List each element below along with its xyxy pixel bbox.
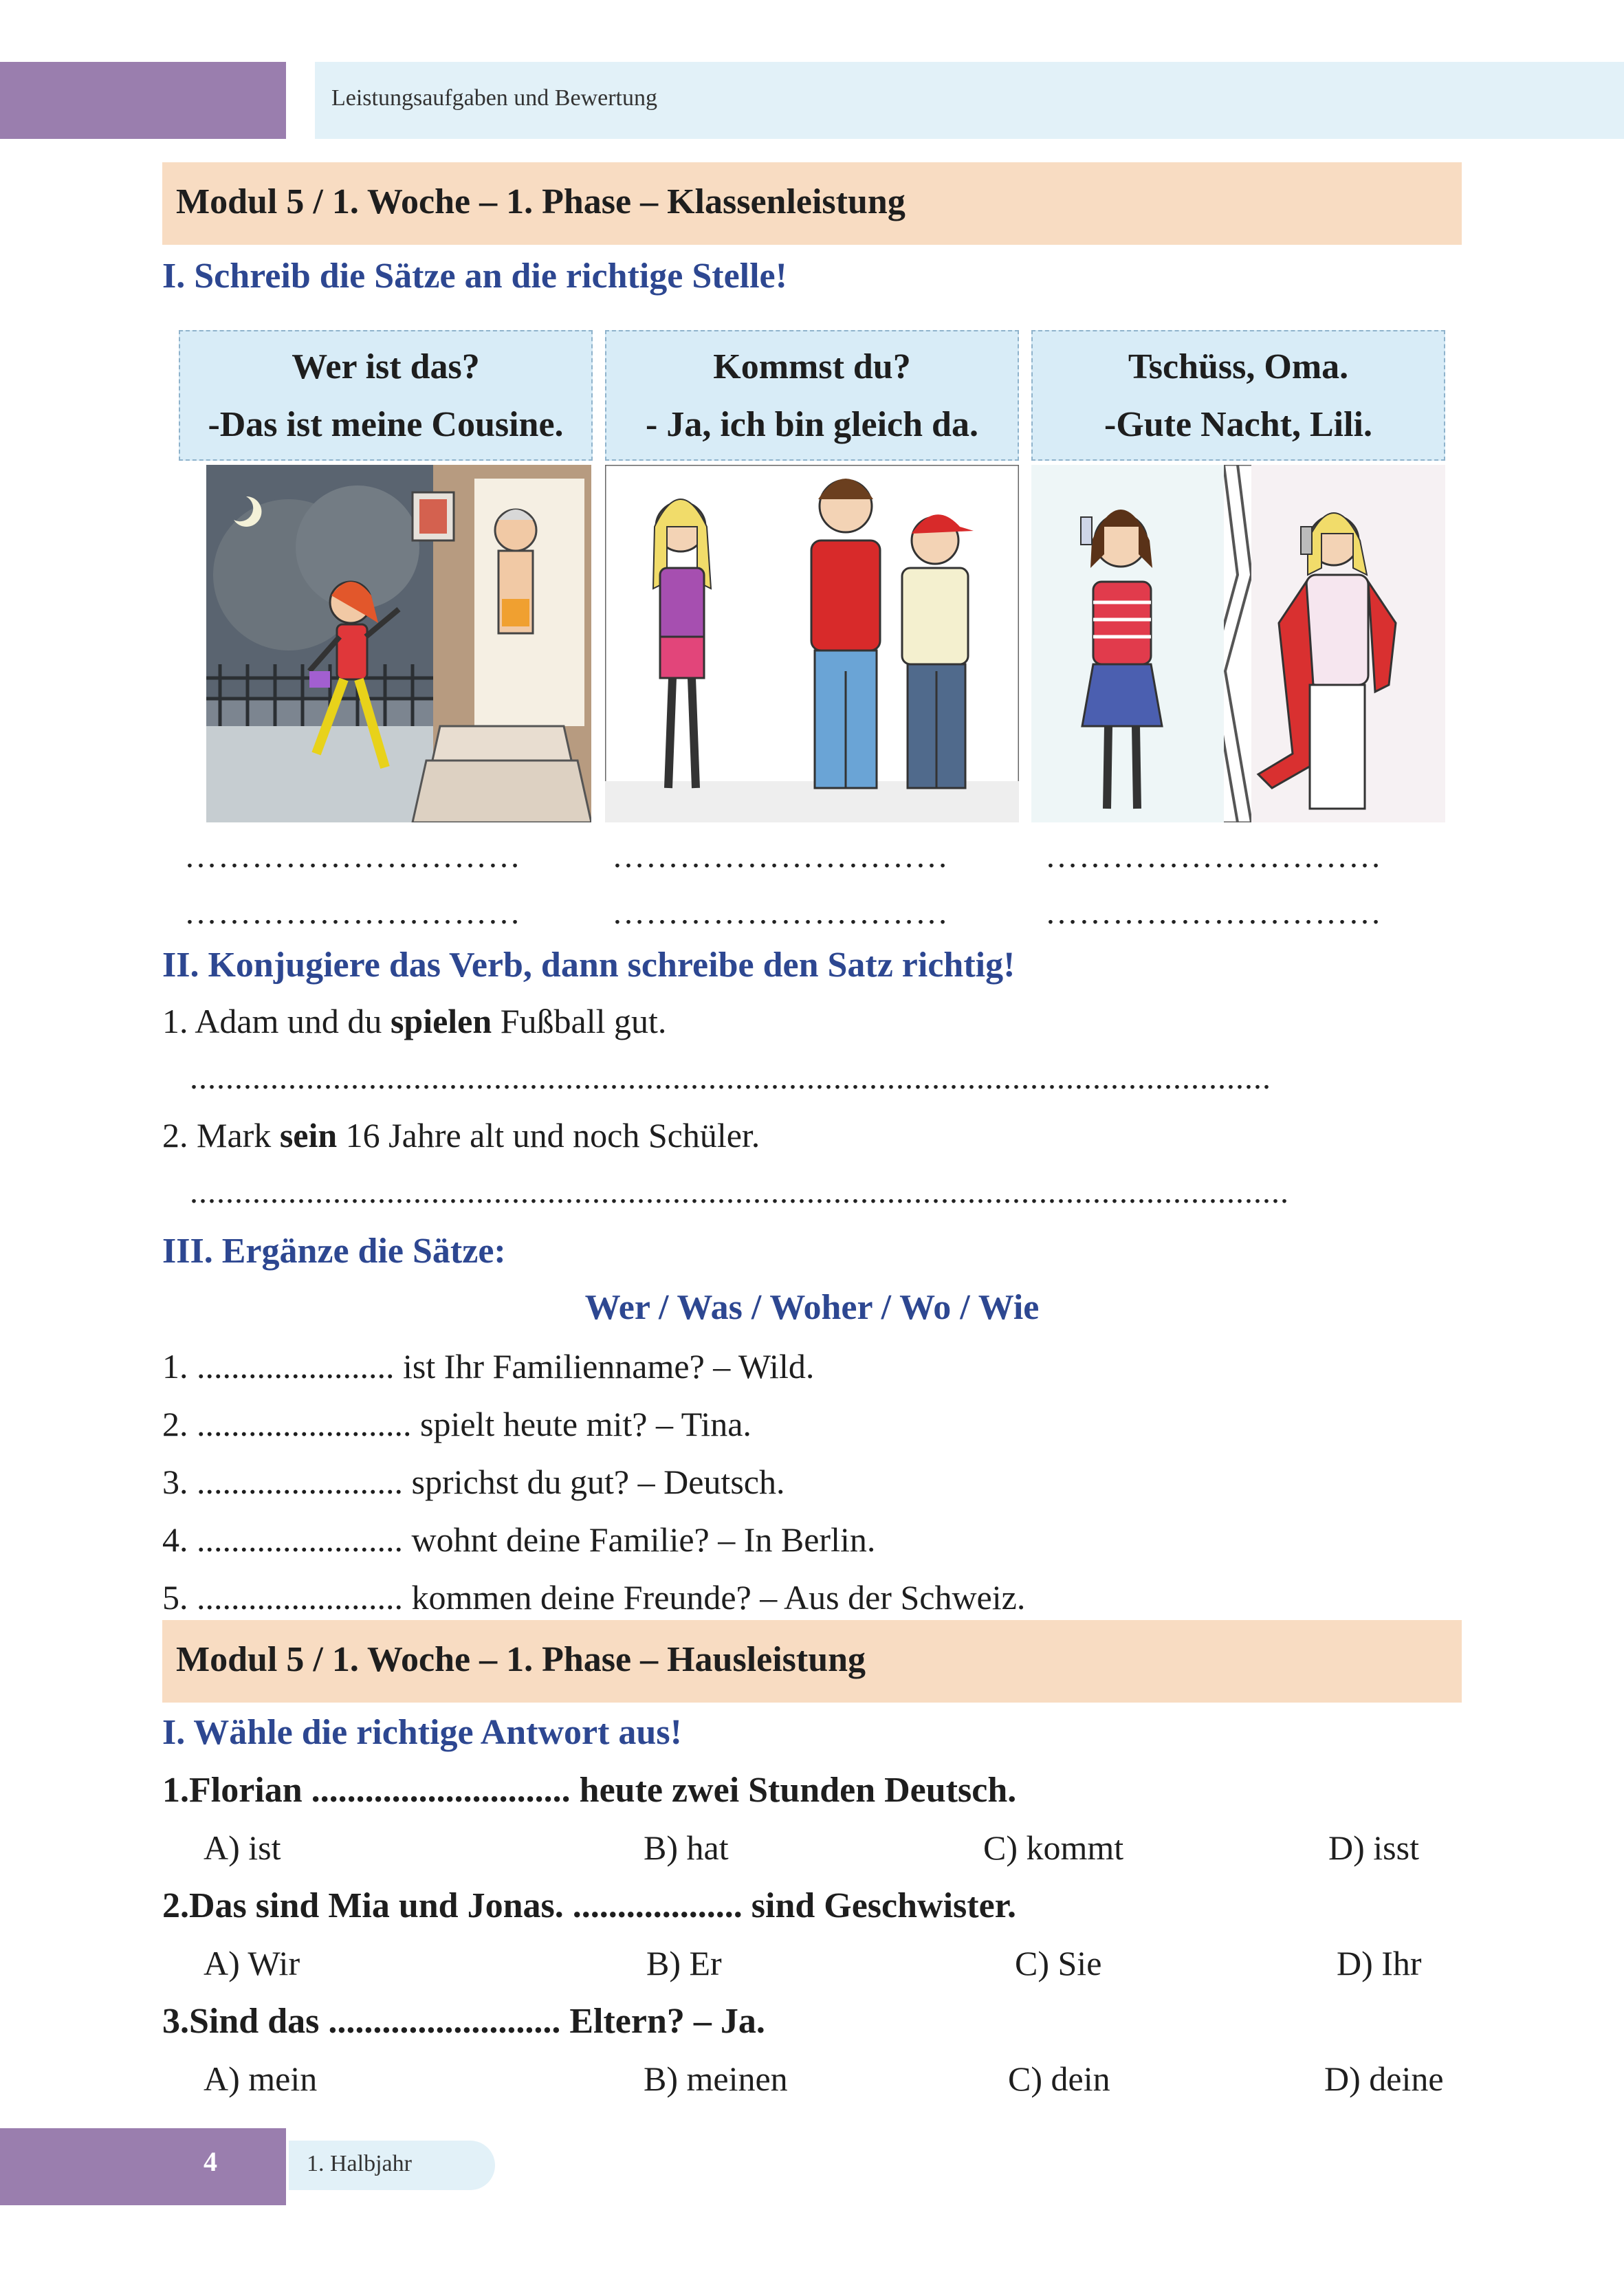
dialog-box-3 (1031, 330, 1445, 461)
verb-bold: sein (279, 1116, 338, 1155)
header-title: Leistungsaufgaben und Bewertung (331, 85, 657, 111)
illustration-three-teens (605, 465, 1019, 822)
header-accent-bar (0, 62, 286, 139)
section-title: Modul 5 / 1. Woche – 1. Phase – Klassenleistung (176, 182, 906, 221)
option-a[interactable]: A) mein (204, 2059, 318, 2098)
task-heading: III. Ergänze die Sätze: (162, 1232, 506, 1271)
verb-bold: spielen (390, 1002, 492, 1040)
answer-blank[interactable]: ………………………… (184, 838, 521, 875)
answer-blank[interactable]: ………………………… (612, 895, 949, 931)
option-b[interactable]: B) meinen (644, 2059, 788, 2098)
fill-in-item-1: 1. ....................... ist Ihr Familienname? – Wild. (162, 1347, 815, 1386)
sentence-text: 1. Adam und du (162, 1002, 391, 1040)
option-d[interactable]: D) deine (1324, 2059, 1444, 2098)
footer-accent-bar (0, 2128, 286, 2205)
option-a[interactable]: A) Wir (204, 1944, 300, 1982)
answer-blank[interactable]: ………………………… (184, 895, 521, 931)
footer-label: 1. Halbjahr (307, 2151, 412, 2176)
dialog-line: - Ja, ich bin gleich da. (646, 405, 978, 444)
dialog-line: Wer ist das? (292, 347, 480, 386)
sentence-text: Fußball gut. (492, 1002, 667, 1040)
illustration-phone-call (1031, 465, 1445, 822)
illustration-night-doorway (206, 465, 591, 822)
option-c[interactable]: C) Sie (1015, 1944, 1102, 1982)
option-b[interactable]: B) hat (644, 1828, 729, 1867)
answer-line[interactable]: ........................................................................................................................... (190, 1174, 1289, 1210)
option-c[interactable]: C) kommt (983, 1828, 1124, 1867)
answer-blank[interactable]: ………………………… (612, 838, 949, 875)
exercise-line-2 (162, 1115, 760, 1155)
question-1: 1.Florian ............................. heute zwei Stunden Deutsch. (162, 1771, 1017, 1810)
sentence-text: 16 Jahre alt und noch Schüler. (337, 1116, 760, 1155)
task-heading: II. Konjugiere das Verb, dann schreibe den Satz richtig! (162, 945, 1016, 985)
page-number: 4 (204, 2146, 217, 2177)
dialog-line: -Das ist meine Cousine. (208, 405, 564, 444)
word-bank: Wer / Was / Woher / Wo / Wie (584, 1288, 1040, 1327)
fill-in-item-3: 3. ........................ sprichst du gut? – Deutsch. (162, 1463, 785, 1501)
fill-in-item-4: 4. ........................ wohnt deine Familie? – In Berlin. (162, 1520, 876, 1559)
task-heading: I. Schreib die Sätze an die richtige Stelle! (162, 256, 787, 296)
answer-blank[interactable]: ………………………… (1045, 895, 1382, 931)
fill-in-item-5: 5. ........................ kommen deine Freunde? – Aus der Schweiz. (162, 1578, 1026, 1617)
question-3: 3.Sind das .......................... Eltern? – Ja. (162, 2002, 765, 2041)
question-2: 2.Das sind Mia und Jonas. ................... sind Geschwister. (162, 1886, 1016, 1925)
sentence-text: 2. Mark (162, 1116, 280, 1155)
answer-line[interactable]: ......................................................................................................................... (190, 1060, 1271, 1096)
dialog-box-2 (605, 330, 1019, 461)
dialog-line: Kommst du? (713, 347, 911, 386)
fill-in-item-2: 2. ......................... spielt heute mit? – Tina. (162, 1405, 751, 1443)
section-header-klassenleistung (162, 162, 1462, 245)
option-d[interactable]: D) Ihr (1337, 1944, 1422, 1982)
dialog-line: Tschüss, Oma. (1128, 347, 1349, 386)
dialog-line: -Gute Nacht, Lili. (1104, 405, 1372, 444)
dialog-box-1 (179, 330, 593, 461)
option-d[interactable]: D) isst (1328, 1828, 1419, 1867)
answer-blank[interactable]: ………………………… (1045, 838, 1382, 875)
option-b[interactable]: B) Er (646, 1944, 722, 1982)
section-header-hausleistung (162, 1620, 1462, 1703)
exercise-line-1 (162, 1001, 666, 1041)
option-a[interactable]: A) ist (204, 1828, 281, 1867)
task-heading: I. Wähle die richtige Antwort aus! (162, 1713, 682, 1752)
option-c[interactable]: C) dein (1008, 2059, 1110, 2098)
section-title: Modul 5 / 1. Woche – 1. Phase – Hausleistung (176, 1640, 866, 1679)
